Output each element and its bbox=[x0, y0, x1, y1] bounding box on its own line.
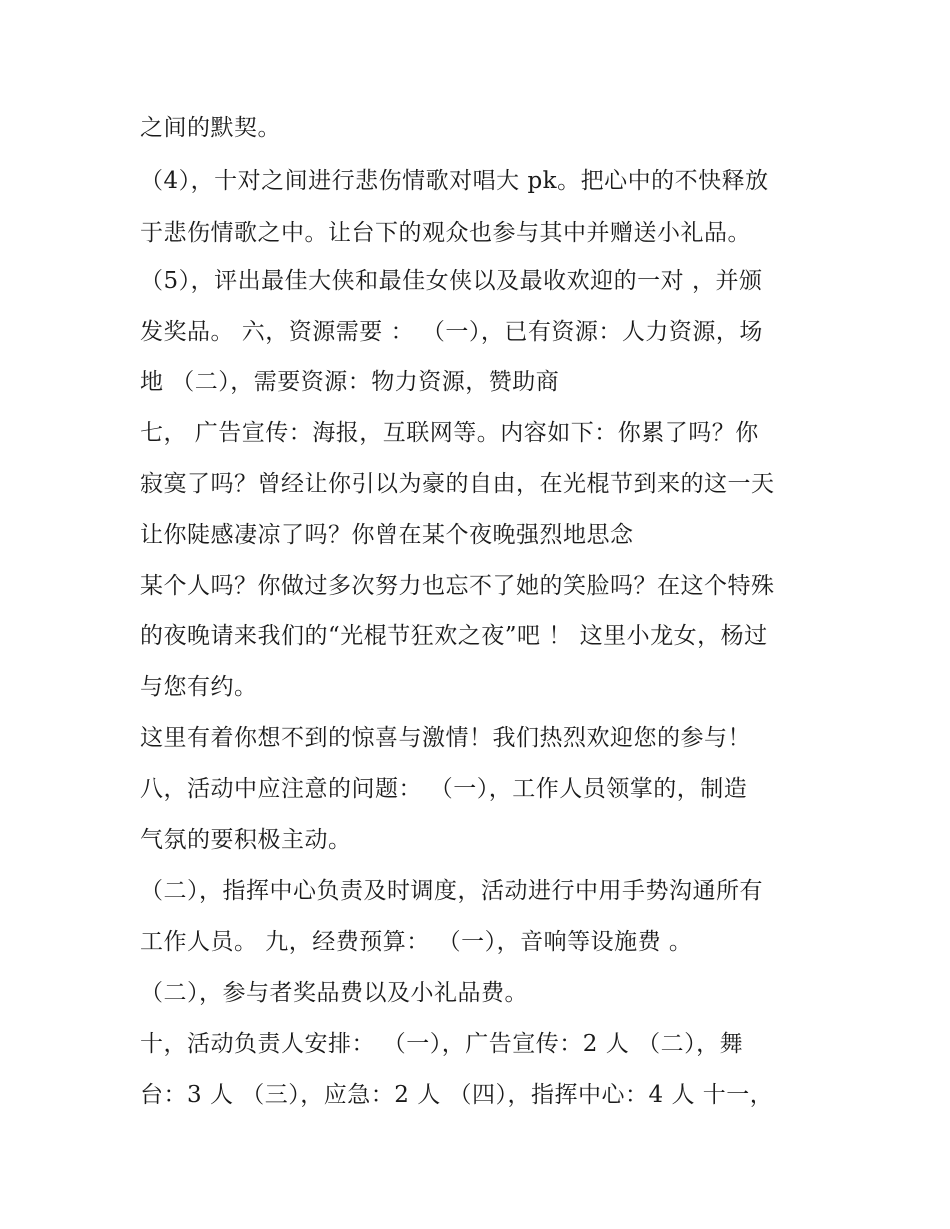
text-line: 寂寞了吗？曾经让你引以为豪的自由，在光棍节到来的这一天 bbox=[140, 471, 775, 497]
text-line: 的夜晚请来我们的“光棍节狂欢之夜”吧 ！ 这里小龙女，杨过 bbox=[140, 623, 768, 649]
text-line: 八，活动中应注意的问题： （一），工作人员领掌的，制造 bbox=[140, 776, 748, 802]
text-line: 七， 广告宣传：海报，互联网等。内容如下：你累了吗？你 bbox=[140, 420, 759, 446]
text-line: 十，活动负责人安排： （一），广告宣传：2 人 （二），舞 bbox=[140, 1031, 744, 1057]
text-line: （二），指挥中心负责及时调度，活动进行中用手势沟通所有 bbox=[140, 878, 763, 904]
text-line: 某个人吗？你做过多次努力也忘不了她的笑脸吗？在这个特殊 bbox=[140, 573, 775, 599]
text-line: 工作人员。 九，经费预算： （一），音响等设施费 。 bbox=[140, 929, 693, 955]
text-line: 地 （二），需要资源：物力资源，赞助商 bbox=[140, 369, 560, 395]
text-line: 这里有着你想不到的惊喜与激情！我们热烈欢迎您的参与！ bbox=[140, 725, 751, 751]
text-line: 发奖品。 六，资源需要 ： （一），已有资源：人力资源，场 bbox=[140, 319, 763, 345]
text-line: （二），参与者奖品费以及小礼品费。 bbox=[140, 980, 528, 1006]
text-line: （4），十对之间进行悲伤情歌对唱大 pk。把心中的不快释放 bbox=[140, 168, 769, 194]
text-line: 让你陡感凄凉了吗？你曾在某个夜晚强烈地思念 bbox=[140, 522, 634, 548]
text-line: 于悲伤情歌之中。让台下的观众也参与其中并赠送小礼品。 bbox=[140, 220, 751, 246]
text-line: 与您有约。 bbox=[140, 674, 258, 700]
text-line: 气氛的要积极主动。 bbox=[140, 827, 352, 853]
text-line: 台：3 人 （三），应急：2 人 （四），指挥中心：4 人 十一， bbox=[140, 1082, 774, 1108]
text-line: 之间的默契。 bbox=[140, 115, 281, 141]
text-line: （5），评出最佳大侠和最佳女侠以及最收欢迎的一对 ，并颁 bbox=[140, 268, 763, 294]
